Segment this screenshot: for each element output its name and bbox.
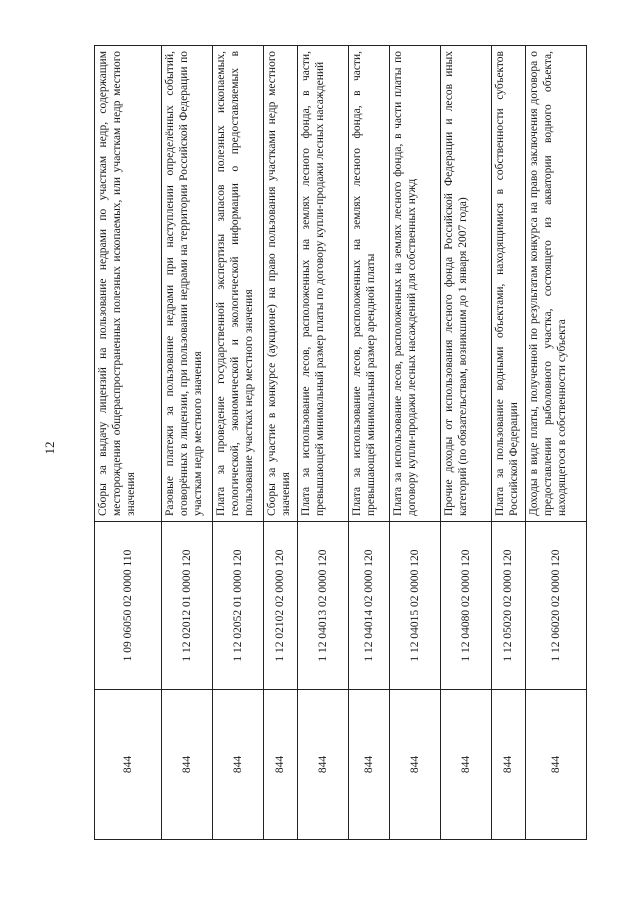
revenue-codes-table [94,45,587,840]
budget-code-cell: 1 12 06020 02 0000 120 [526,522,587,690]
admin-code-cell: 844 [298,690,349,840]
table-row [95,46,162,840]
table-row [264,46,298,840]
table-row [349,46,390,840]
budget-code-cell: 1 12 02052 01 0000 120 [213,522,264,690]
budget-code-cell: 1 09 06050 02 0000 110 [95,522,162,690]
budget-code-cell: 1 12 04080 02 0000 120 [441,522,492,690]
admin-code-cell: 844 [349,690,390,840]
admin-code-cell: 844 [441,690,492,840]
revenue-name-cell: Плата за использование лесов, расположенных на землях лесного фонда, в части, превышающей минимальный размер арендной платы [349,46,390,522]
admin-code-cell: 844 [162,690,213,840]
revenue-name-cell: Сборы за участие в конкурсе (аукционе) на право пользования участками недр местного значения [264,46,298,522]
budget-code-cell: 1 12 04014 02 0000 120 [349,522,390,690]
table-row [298,46,349,840]
revenue-name-cell: Доходы в виде платы, полученной по результатам конкурса на право заключения договора о предоставлении рыболовного участка, состоящего из акватории водного объекта, находящегося в собственности субъекта [526,46,587,522]
table-row [213,46,264,840]
revenue-name-cell: Прочие доходы от использования лесного фонда Российской Федерации и лесов иных категорий (по обязательствам, возникшим до 1 января 2007 года) [441,46,492,522]
revenue-name-cell: Разовые платежи за пользование недрами при наступлении определённых событий, оговорённых в лицензии, при пользовании недрами на территории Российской Федерации по участкам недр местного значения [162,46,213,522]
rotated-table-container [94,46,586,840]
table-row [492,46,526,840]
admin-code-cell: 844 [390,690,441,840]
admin-code-cell: 844 [526,690,587,840]
admin-code-cell: 844 [95,690,162,840]
table-row [441,46,492,840]
table-row [390,46,441,840]
page-number: 12 [42,441,57,455]
budget-code-cell: 1 12 04015 02 0000 120 [390,522,441,690]
admin-code-cell: 844 [213,690,264,840]
admin-code-cell: 844 [492,690,526,840]
table-row [162,46,213,840]
budget-code-cell: 1 12 04013 02 0000 120 [298,522,349,690]
table-row [526,46,587,840]
admin-code-cell: 844 [264,690,298,840]
budget-code-cell: 1 12 02012 01 0000 120 [162,522,213,690]
revenue-name-cell: Плата за использование лесов, расположенных на землях лесного фонда, в части платы по договору купли-продажи лесных насаждений для собственных нужд [390,46,441,522]
revenue-name-cell: Плата за проведение государственной экспертизы запасов полезных ископаемых, геологической, экономической и экологической информации о предоставляемых в пользование участках недр местного значения [213,46,264,522]
revenue-name-cell: Плата за пользование водными объектами, находящимися в собственности субъектов Российской Федерации [492,46,526,522]
revenue-name-cell: Плата за использование лесов, расположенных на землях лесного фонда, в части, превышающей минимальный размер платы по договору купли-продажи лесных насаждений [298,46,349,522]
budget-code-cell: 1 12 02102 02 0000 120 [264,522,298,690]
revenue-name-cell: Сборы за выдачу лицензий на пользование недрами по участкам недр, содержащим месторождения общераспространенных полезных ископаемых, или участкам недр местного значения [95,46,162,522]
budget-code-cell: 1 12 05020 02 0000 120 [492,522,526,690]
